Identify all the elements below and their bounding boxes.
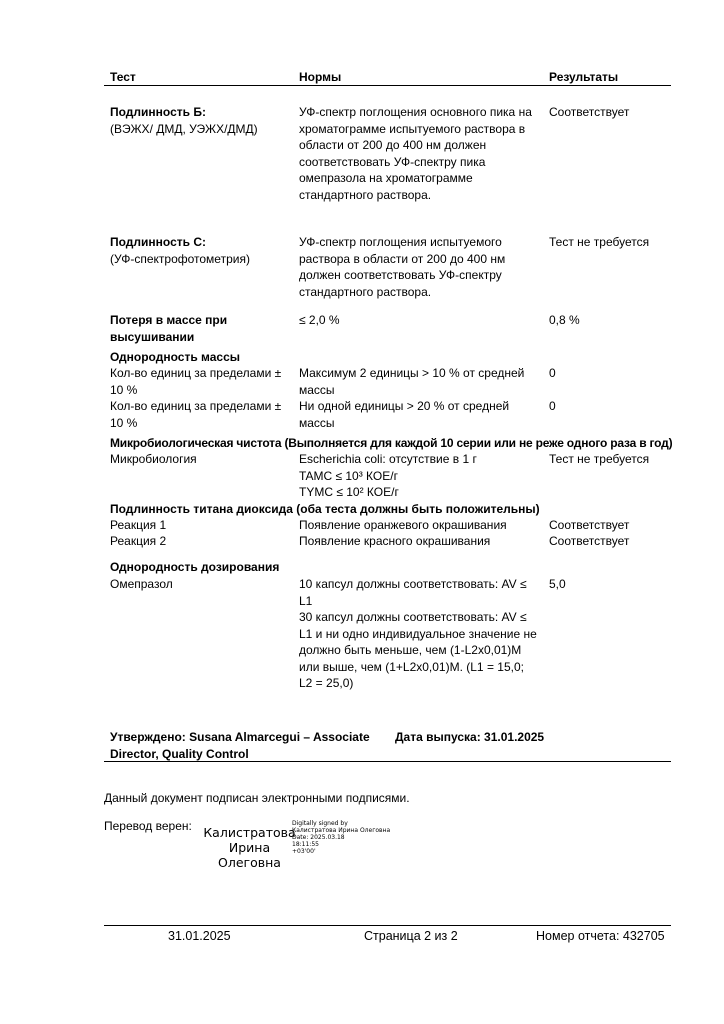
uniformity-title: Однородность массы	[110, 350, 241, 364]
titanium-row2-result: Соответствует	[549, 534, 630, 548]
titanium-title: Подлинность титана диоксида (оба теста должны быть положительны)	[110, 502, 540, 516]
uniformity-row1-norm: Максимум 2 единицы > 10 % от средней массы	[299, 366, 525, 397]
dig-line-5: +03'00'	[292, 848, 316, 855]
footer-divider	[104, 925, 671, 926]
loss-norm: ≤ 2,0 %	[299, 313, 340, 327]
titanium-row2-norm: Появление красного окрашивания	[299, 534, 491, 548]
dig-line-1: Digitally signed by	[292, 820, 348, 827]
titanium-row1-test: Реакция 1	[110, 518, 167, 532]
micro-norm-tymc: TYMC ≤ 10² КОЕ/г	[299, 485, 399, 499]
loss-result: 0,8 %	[549, 313, 580, 327]
micro-norm-ecoli: Escherichia coli: отсутствие в 1 г	[299, 452, 477, 466]
uniformity-row2-result: 0	[549, 399, 556, 413]
dosing-norm-30: 30 капсул должны соответствовать: AV ≤ L1 и ни одно индивидуальное значение не должно быть меньше, чем (1-L2x0,01)M или выше, чем (1+L2x0,01)M. (L1 = 15,0; L2 = 25,0)	[299, 610, 537, 690]
digital-signature-stamp	[292, 820, 412, 855]
approved-by: Утверждено: Susana Almarcegui – Associate Director, Quality Control	[110, 730, 370, 761]
dig-line-2: Калистратова Ирина Олеговна	[292, 827, 391, 834]
ident-b-norm: УФ-спектр поглощения основного пика на хроматограмме испытуемого раствора в области от 200 до 400 нм должен соответствовать УФ-спектру пика омепразола на хроматограмме стандартного раствора.	[299, 105, 532, 202]
dig-line-3: Date: 2025.03.18	[292, 834, 345, 841]
release-date: Дата выпуска: 31.01.2025	[395, 730, 545, 744]
footer-report-number: Номер отчета: 432705	[536, 929, 665, 943]
signer-name	[202, 825, 297, 870]
ident-c-title: Подлинность С:	[110, 235, 207, 249]
header-divider	[104, 85, 671, 86]
header-norms: Нормы	[299, 70, 342, 84]
ident-c-norm: УФ-спектр поглощения испытуемого раствора в области от 200 до 400 нм должен соответствовать УФ-спектру стандартного раствора.	[299, 235, 506, 299]
ident-c-test	[110, 234, 295, 267]
dosing-norm	[299, 576, 537, 692]
titanium-row1-norm: Появление оранжевого окрашивания	[299, 518, 507, 532]
titanium-row1-result: Соответствует	[549, 518, 630, 532]
micro-test: Микробиология	[110, 452, 197, 466]
ident-c-result: Тест не требуется	[549, 235, 650, 249]
dosing-result: 5,0	[549, 577, 566, 591]
ident-b-result: Соответствует	[549, 105, 630, 119]
titanium-row2-test: Реакция 2	[110, 534, 167, 548]
micro-norm-tamc: TAMC ≤ 10³ КОЕ/г	[299, 468, 398, 483]
dosing-title: Однородность дозирования	[110, 560, 280, 574]
uniformity-row2-norm: Ни одной единицы > 20 % от средней массы	[299, 399, 510, 430]
ident-c-method: (УФ-спектрофотометрия)	[110, 251, 250, 266]
approval-divider	[104, 761, 671, 762]
micro-result: Тест не требуется	[549, 452, 650, 466]
dosing-norm-10: 10 капсул должны соответствовать: AV ≤ L1	[299, 577, 527, 608]
micro-title: Микробиологическая чистота (Выполняется для каждой 10 серии или не реже одного раза в год)	[110, 436, 673, 450]
uniformity-row1-test: Кол-во единиц за пределами ± 10 %	[110, 366, 282, 397]
translation-label: Перевод верен:	[104, 819, 192, 833]
dosing-test: Омепразол	[110, 577, 173, 591]
uniformity-row2-test: Кол-во единиц за пределами ± 10 %	[110, 399, 282, 430]
footer-page: Страница 2 из 2	[364, 929, 458, 943]
header-results: Результаты	[549, 70, 619, 84]
micro-norm	[299, 451, 541, 501]
loss-title: Потеря в массе при высушивании	[110, 313, 228, 344]
ident-b-title: Подлинность Б:	[110, 105, 206, 119]
header-test: Тест	[110, 70, 136, 84]
ident-b-test	[110, 104, 295, 137]
footer-date: 31.01.2025	[168, 929, 231, 943]
signer-name-line2: Ирина Олеговна	[218, 840, 281, 870]
uniformity-row1-result: 0	[549, 366, 556, 380]
dig-line-4: 18:11:55	[292, 841, 319, 848]
e-signature-note: Данный документ подписан электронными подписями.	[104, 791, 410, 805]
ident-b-method: (ВЭЖХ/ ДМД, УЭЖХ/ДМД)	[110, 121, 258, 136]
signer-name-line1: Калистратова	[203, 825, 296, 840]
